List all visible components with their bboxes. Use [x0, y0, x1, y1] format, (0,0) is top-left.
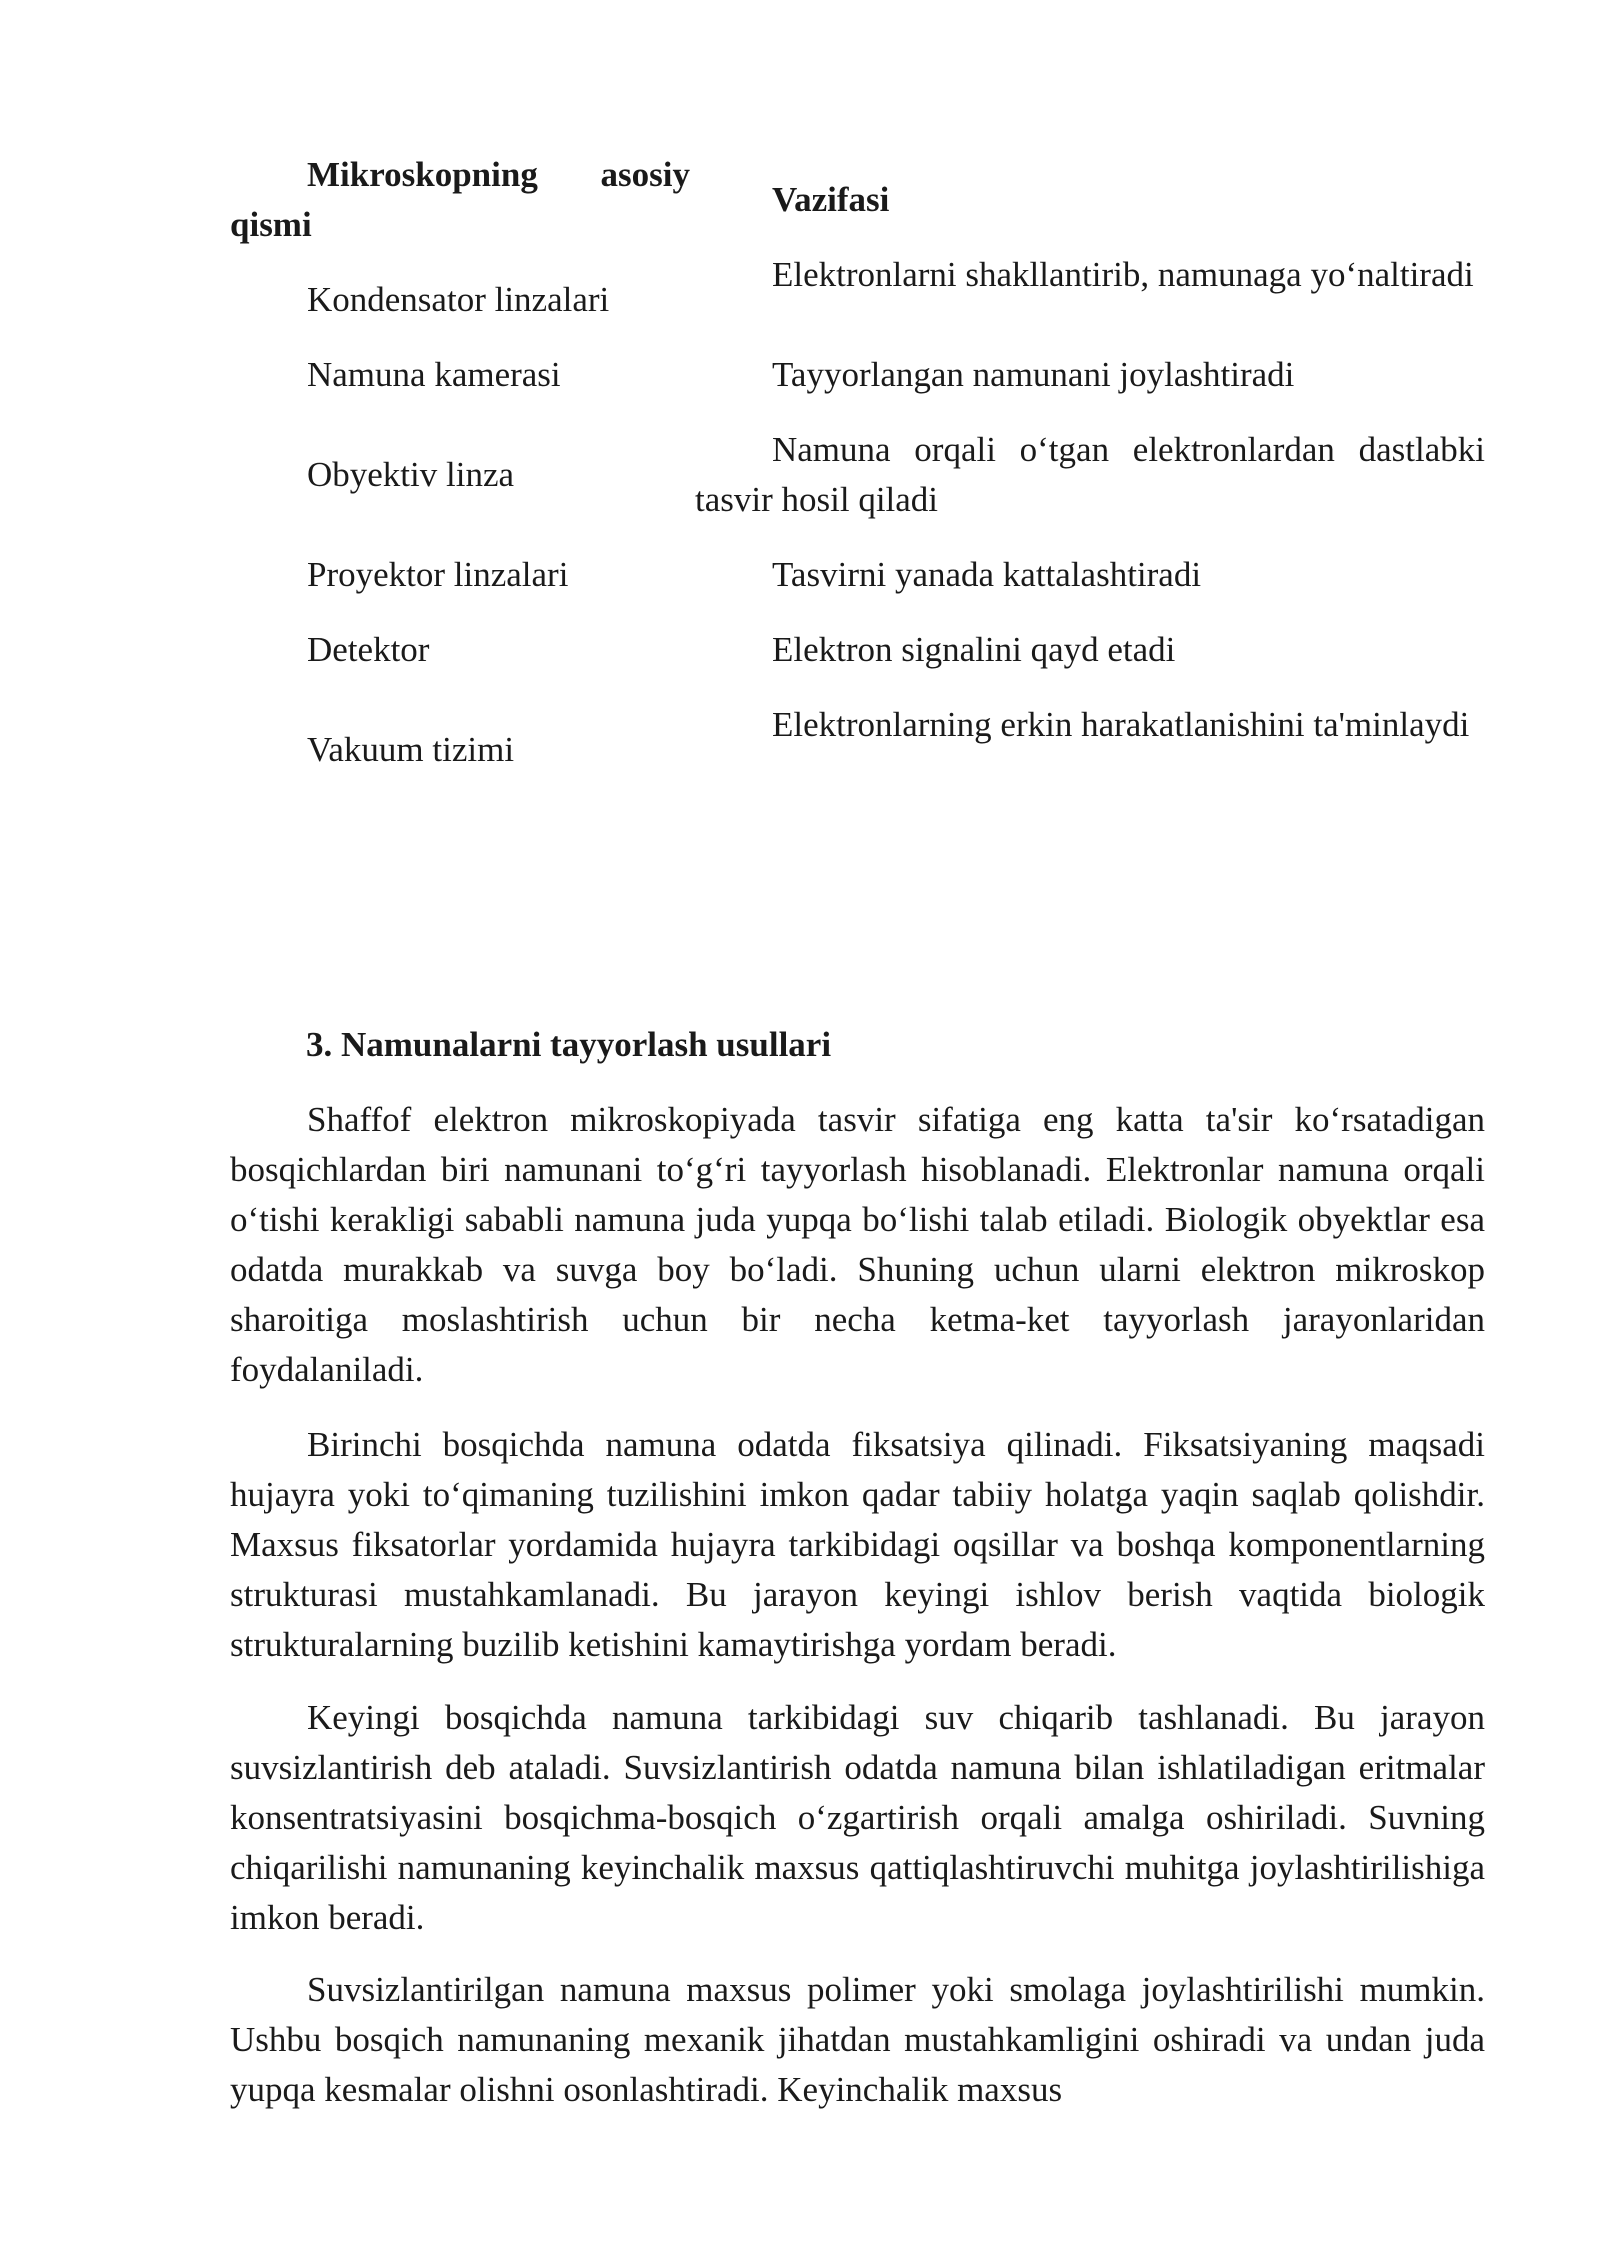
function-text: Namuna orqali o‘tgan elektronlardan dastlabki tasvir hosil qiladi: [695, 430, 1485, 519]
part-text: Kondensator linzalari: [307, 280, 610, 319]
function-text: Elektronlarni shakllantirib, namunaga yo‘naltiradi: [772, 255, 1474, 294]
part-cell: [230, 275, 690, 325]
paragraph: Keyingi bosqichda namuna tarkibidagi suv chiqarib tashlanadi. Bu jarayon suvsizlantirish deb ataladi. Suvsizlantirish odatda namuna bilan ishlatiladigan eritmalar konsentratsiyasini bosqichma-bosqich o‘zgartirish orqali amalga oshiriladi. Suvning chiqarilishi namunaning keyinchalik maxsus qattiqlashtiruvchi muhitga joylashtirilishiga imkon beradi.: [230, 1698, 1485, 1937]
function-text: Tayyorlangan namunani joylashtiradi: [772, 355, 1295, 394]
function-cell: [695, 625, 1485, 675]
part-cell: [230, 450, 690, 500]
table-row: [230, 550, 1485, 625]
table-row: [230, 250, 1485, 350]
function-cell: [695, 550, 1485, 600]
part-text: Proyektor linzalari: [307, 555, 569, 594]
table-row: [230, 625, 1485, 700]
part-cell: [230, 725, 690, 775]
part-cell: [230, 625, 690, 675]
function-cell: [695, 350, 1485, 400]
function-text: Elektron signalini qayd etadi: [772, 630, 1176, 669]
header-function-text: Vazifasi: [772, 180, 890, 219]
section-heading: 3. Namunalarni tayyorlash usullari: [306, 1025, 832, 1064]
table-row: [230, 350, 1485, 425]
paragraph: Shaffof elektron mikroskopiyada tasvir sifatiga eng katta ta'sir ko‘rsatadigan bosqichlardan biri namunani to‘g‘ri tayyorlash hisoblanadi. Elektronlar namuna orqali o‘tishi kerakligi sababli namuna juda yupqa bo‘lishi talab etiladi. Biologik obyektlar esa odatda murakkab va suvga boy bo‘ladi. Shuning uchun ularni elektron mikroskop sharoitiga moslashtirish uchun bir necha ketma-ket tayyorlash jarayonlaridan foydalaniladi.: [230, 1100, 1485, 1389]
table-row: [230, 425, 1485, 550]
part-text: Namuna kamerasi: [307, 355, 561, 394]
part-text: Vakuum tizimi: [307, 730, 515, 769]
function-text: Tasvirni yanada kattalashtiradi: [772, 555, 1202, 594]
function-cell: [695, 425, 1485, 525]
paragraph: Suvsizlantirilgan namuna maxsus polimer yoki smolaga joylashtirilishi mumkin. Ushbu bosqich namunaning mexanik jihatdan mustahkamligini oshiradi va undan juda yupqa kesmalar olishni osonlashtiradi. Keyinchalik maxsus: [230, 1970, 1485, 2109]
table-header-row: [230, 150, 1485, 250]
table-row: [230, 700, 1485, 800]
paragraph: Birinchi bosqichda namuna odatda fiksatsiya qilinadi. Fiksatsiyaning maqsadi hujayra yoki to‘qimaning tuzilishini imkon qadar tabiiy holatga yaqin saqlab qolishdir. Maxsus fiksatorlar yordamida hujayra tarkibidagi oqsillar va boshqa komponentlarning strukturasi mustahkamlanadi. Bu jarayon keyingi ishlov berish vaqtida biologik strukturalarning buzilib ketishini kamaytirishga yordam beradi.: [230, 1425, 1485, 1664]
table-header-part: [230, 150, 690, 250]
part-text: Obyektiv linza: [307, 455, 515, 494]
part-text: Detektor: [307, 630, 430, 669]
part-cell: [230, 550, 690, 600]
table-header-function: [695, 175, 1485, 225]
function-cell: [695, 700, 1485, 750]
header-part-text: Mikroskopning asosiy qismi: [230, 155, 690, 244]
part-cell: [230, 350, 690, 400]
function-text: Elektronlarning erkin harakatlanishini ta'minlaydi: [772, 705, 1470, 744]
microscope-parts-table: [230, 150, 1485, 800]
function-cell: [695, 250, 1485, 300]
